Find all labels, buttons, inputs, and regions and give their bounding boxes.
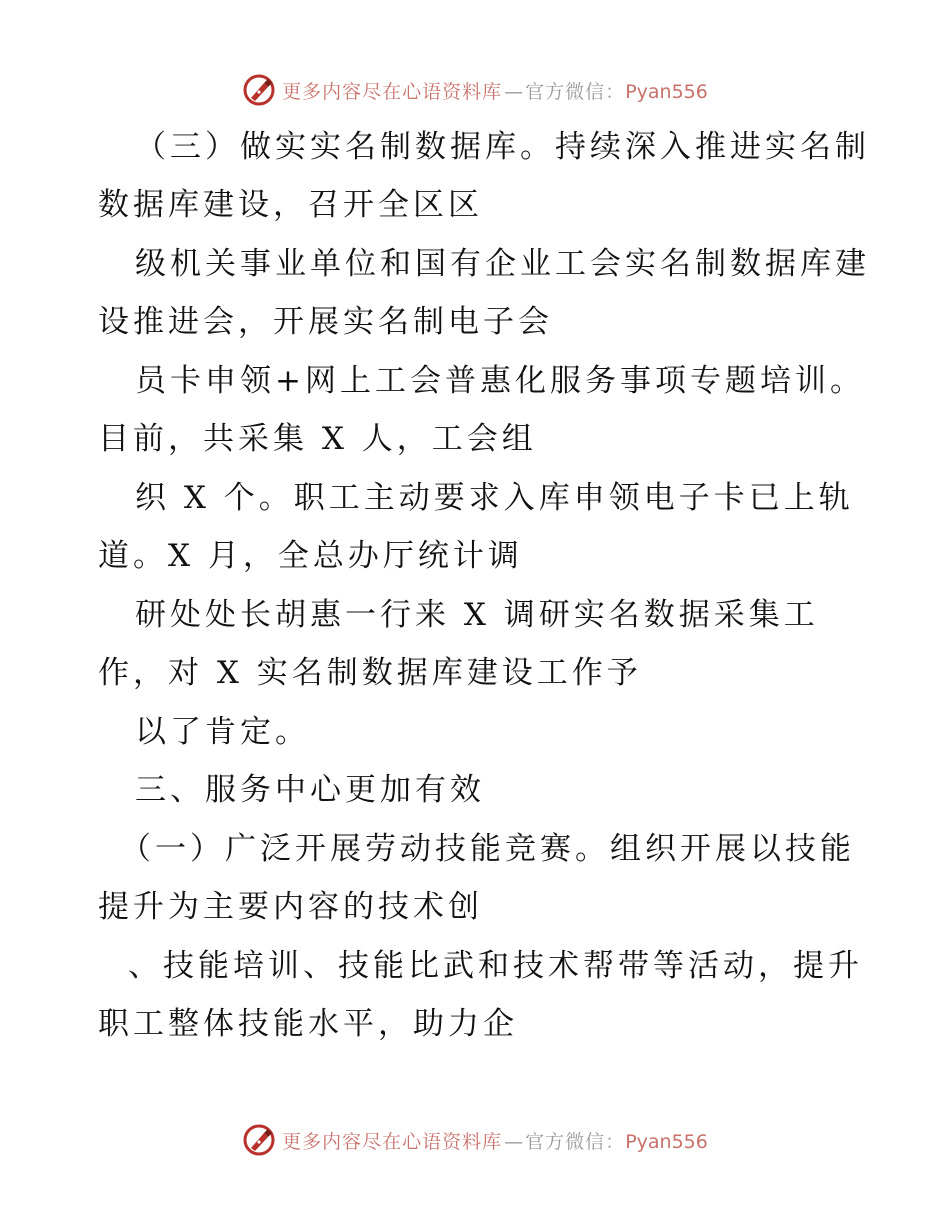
paragraph-line: 、技能培训、技能比武和技术帮带等活动，提升 — [128, 948, 863, 984]
paragraph-line: 设推进会，开展实名制电子会 — [98, 304, 553, 340]
pen-nib-circle-icon — [242, 1123, 276, 1157]
paragraph-line: 提升为主要内容的技术创 — [98, 889, 483, 925]
section-heading: 三、服务中心更加有效 — [135, 772, 485, 808]
footer-watermark — [0, 1120, 950, 1160]
paragraph-line: 员卡申领+网上工会普惠化服务事项专题培训。 — [135, 363, 865, 399]
watermark-wechat-label: 官方微信： — [525, 1130, 626, 1153]
paragraph-line: 道。X 月，全总办厅统计调 — [98, 538, 523, 574]
paragraph-line: 目前，共采集 X 人，工会组 — [98, 421, 537, 457]
watermark-wechat-label: 官方微信： — [525, 80, 626, 103]
watermark-wechat-id: Pyan556 — [625, 80, 708, 103]
paragraph-line: 数据库建设，召开全区区 — [98, 187, 483, 223]
watermark-wechat-id: Pyan556 — [625, 1130, 708, 1153]
paragraph-line: 以了肯定。 — [135, 714, 310, 750]
paragraph-line: （三）做实实名制数据库。持续深入推进实名制 — [135, 129, 870, 165]
watermark-text — [282, 1127, 708, 1154]
watermark-separator: — — [504, 80, 524, 103]
paragraph-line: 织 X 个。职工主动要求入库申领电子卡已上轨 — [135, 480, 854, 516]
paragraph-line: （一）广泛开展劳动技能竞赛。组织开展以技能 — [120, 831, 855, 867]
paragraph-line: 作，对 X 实名制数据库建设工作予 — [98, 655, 642, 691]
watermark-separator: — — [504, 1130, 524, 1153]
paragraph-line: 级机关事业单位和国有企业工会实名制数据库建 — [135, 246, 870, 282]
watermark-brand: 更多内容尽在心语资料库 — [282, 1130, 503, 1153]
paragraph-line: 研处处长胡惠一行来 X 调研实名数据采集工 — [135, 597, 819, 633]
watermark-brand: 更多内容尽在心语资料库 — [282, 80, 503, 103]
paragraph-line: 职工整体技能水平，助力企 — [98, 1006, 518, 1042]
